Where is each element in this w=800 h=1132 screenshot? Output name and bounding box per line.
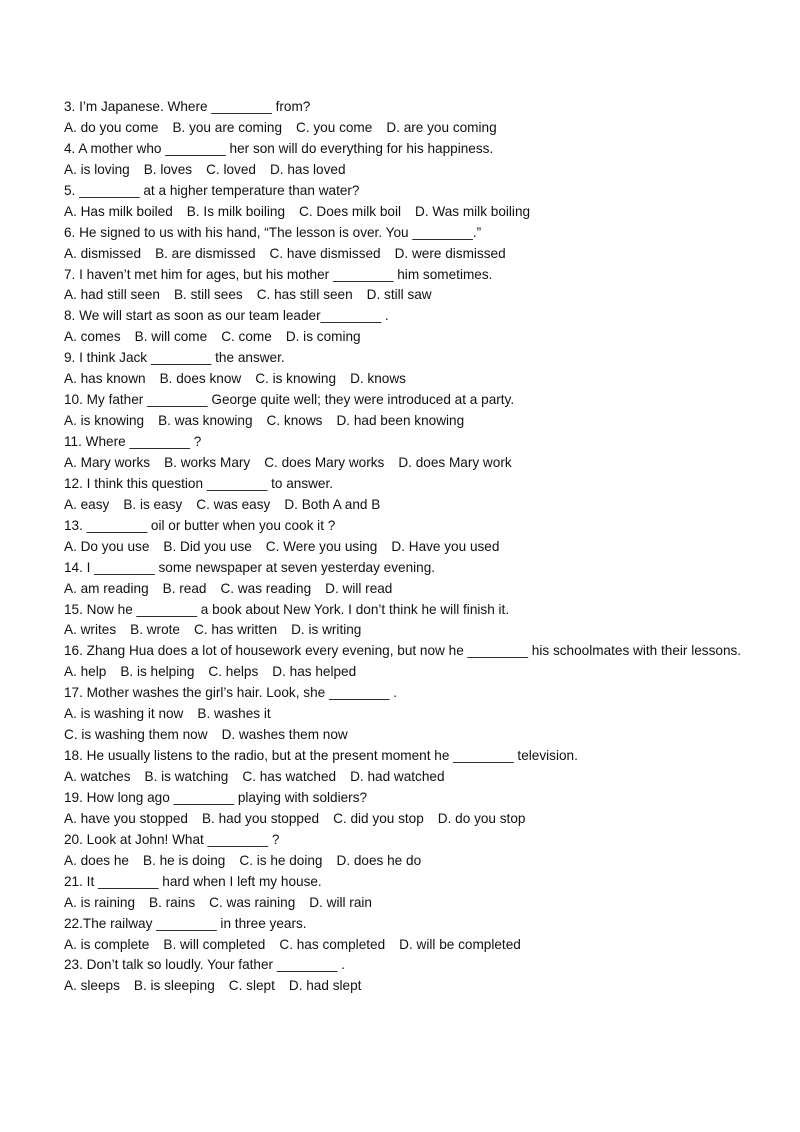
option-20-c: C. is he doing (239, 852, 323, 868)
option-13-d: D. Have you used (391, 538, 500, 554)
options-row-12 (64, 495, 764, 516)
option-4-c: C. loved (206, 161, 256, 177)
question-stem-3: 3. I’m Japanese. Where ________ from? (64, 99, 311, 114)
option-5-d: D. Was milk boiling (415, 203, 531, 219)
option-5-b: B. Is milk boiling (186, 203, 286, 219)
option-8-d: D. is coming (285, 329, 361, 345)
option-22-d: D. will be completed (399, 936, 521, 952)
options-row-19 (64, 809, 764, 830)
option-10-a: A. is knowing (64, 413, 145, 429)
option-15-a: A. writes (64, 622, 117, 638)
option-11-c: C. does Mary works (264, 454, 385, 470)
options-row-18 (64, 767, 764, 788)
option-13-a: A. Do you use (64, 538, 150, 554)
option-3-d: D. are you coming (386, 119, 497, 135)
options-row-10 (64, 411, 764, 432)
options-row-21 (64, 893, 764, 914)
question-stem-14: 14. I ________ some newspaper at seven yesterday evening. (64, 559, 436, 575)
options-row-8 (64, 327, 764, 348)
option-4-a: A. is loving (64, 161, 130, 177)
option-9-b: B. does know (159, 371, 242, 387)
option-5-a: A. Has milk boiled (64, 203, 173, 219)
option-6-a: A. dismissed (64, 245, 142, 261)
option-16-a: A. help (64, 664, 107, 680)
option-13-b: B. Did you use (163, 538, 252, 554)
option-16-c: C. helps (208, 664, 259, 680)
option-7-c: C. has still seen (256, 287, 353, 303)
question-stem-6: 6. He signed to us with his hand, “The lesson is over. You ________.” (64, 224, 482, 240)
option-17-d: D. washes them now (221, 727, 348, 743)
options-row-14 (64, 579, 764, 600)
option-6-b: B. are dismissed (155, 245, 256, 261)
question-stem-9: 9. I think Jack ________ the answer. (64, 350, 285, 366)
option-21-d: D. will rain (309, 894, 372, 910)
option-3-a: A. do you come (64, 119, 159, 135)
options-row-17-2 (64, 725, 764, 746)
option-22-a: A. is complete (64, 936, 150, 952)
options-row-3 (64, 118, 764, 139)
options-row-7 (64, 285, 764, 306)
option-20-a: A. does he (64, 852, 129, 868)
options-row-4 (64, 160, 764, 181)
option-18-d: D. had watched (350, 769, 445, 785)
option-21-b: B. rains (149, 894, 196, 910)
question-stem-16: 16. Zhang Hua does a lot of housework every evening, but now he ________ his schoolmates with their lessons. (64, 643, 742, 659)
option-19-a: A. have you stopped (64, 810, 188, 826)
question-stem-13: 13. ________ oil or butter when you cook it ? (64, 517, 336, 533)
option-17-b: B. washes it (197, 706, 271, 722)
options-row-17-1 (64, 704, 764, 725)
options-row-11 (64, 453, 764, 474)
options-row-23 (64, 976, 764, 997)
option-15-c: C. has written (194, 622, 278, 638)
option-9-c: C. is knowing (255, 371, 337, 387)
option-11-b: B. works Mary (164, 454, 251, 470)
option-12-d: D. Both A and B (284, 496, 381, 512)
option-18-a: A. watches (64, 769, 131, 785)
option-7-a: A. had still seen (64, 287, 160, 303)
options-row-5 (64, 202, 764, 223)
question-stem-22: 22.The railway ________ in three years. (64, 915, 307, 931)
options-row-15 (64, 620, 764, 641)
option-20-b: B. he is doing (143, 852, 226, 868)
option-16-d: D. has helped (272, 664, 357, 680)
option-19-b: B. had you stopped (201, 810, 320, 826)
question-stem-10: 10. My father ________ George quite well; they were introduced at a party. (64, 392, 515, 408)
question-stem-5: 5. ________ at a higher temperature than water? (64, 182, 360, 198)
option-14-c: C. was reading (220, 580, 312, 596)
option-12-b: B. is easy (123, 496, 183, 512)
question-stem-18: 18. He usually listens to the radio, but at the present moment he ________ television. (64, 748, 578, 764)
options-row-6 (64, 244, 764, 265)
option-7-b: B. still sees (173, 287, 243, 303)
options-row-16 (64, 662, 764, 683)
option-4-d: D. has loved (269, 161, 346, 177)
option-14-d: D. will read (325, 580, 393, 596)
option-3-c: C. you come (296, 119, 373, 135)
question-stem-7: 7. I haven’t met him for ages, but his mother ________ him sometimes. (64, 266, 493, 282)
options-row-9 (64, 369, 764, 390)
question-stem-11: 11. Where ________ ? (64, 434, 202, 449)
option-6-d: D. were dismissed (394, 245, 506, 261)
option-21-c: C. was raining (209, 894, 296, 910)
option-8-c: C. come (221, 329, 272, 345)
options-row-22 (64, 935, 764, 956)
option-13-c: C. Were you using (265, 538, 378, 554)
option-6-c: C. have dismissed (269, 245, 381, 261)
options-row-13 (64, 537, 764, 558)
option-19-d: D. do you stop (437, 810, 526, 826)
option-18-c: C. has watched (242, 769, 337, 785)
option-11-a: A. Mary works (64, 454, 151, 470)
option-20-d: D. does he do (336, 852, 422, 868)
option-14-a: A. am reading (64, 580, 149, 596)
option-11-d: D. does Mary work (398, 454, 512, 470)
option-10-d: D. had been knowing (336, 413, 465, 429)
option-23-a: A. sleeps (64, 978, 120, 994)
option-10-b: B. was knowing (158, 413, 253, 429)
option-17-c: C. is washing them now (64, 727, 208, 743)
exercise-page (64, 97, 764, 997)
option-7-d: D. still saw (366, 287, 432, 303)
option-17-a: A. is washing it now (64, 706, 184, 722)
option-9-d: D. knows (350, 371, 406, 387)
option-8-a: A. comes (64, 329, 121, 345)
question-stem-17: 17. Mother washes the girl’s hair. Look, she ________ . (64, 685, 398, 701)
option-16-b: B. is helping (120, 664, 195, 680)
option-8-b: B. will come (134, 329, 208, 345)
option-22-c: C. has completed (279, 936, 386, 952)
question-stem-19: 19. How long ago ________ playing with soldiers? (64, 789, 368, 805)
option-23-c: C. slept (228, 978, 275, 994)
option-14-b: B. read (162, 580, 207, 596)
option-10-c: C. knows (266, 413, 323, 429)
option-4-b: B. loves (143, 161, 193, 177)
options-row-20 (64, 851, 764, 872)
option-19-c: C. did you stop (333, 810, 424, 826)
question-stem-15: 15. Now he ________ a book about New York. I don’t think he will finish it. (64, 601, 510, 617)
option-15-b: B. wrote (130, 622, 180, 638)
option-23-b: B. is sleeping (133, 978, 215, 994)
option-23-d: D. had slept (288, 978, 362, 994)
question-stem-4: 4. A mother who ________ her son will do everything for his happiness. (64, 140, 494, 156)
option-12-c: C. was easy (196, 496, 271, 512)
option-22-b: B. will completed (163, 936, 266, 952)
option-3-b: B. you are coming (172, 119, 283, 135)
question-stem-8: 8. We will start as soon as our team leader________ . (64, 308, 389, 324)
option-21-a: A. is raining (64, 894, 136, 910)
option-9-a: A. has known (64, 371, 146, 387)
question-stem-23: 23. Don’t talk so loudly. Your father ________ . (64, 957, 345, 973)
question-stem-20: 20. Look at John! What ________ ? (64, 831, 280, 847)
option-18-b: B. is watching (144, 769, 229, 785)
option-15-d: D. is writing (291, 622, 362, 638)
option-12-a: A. easy (64, 496, 110, 512)
option-5-c: C. Does milk boil (299, 203, 401, 219)
question-stem-21: 21. It ________ hard when I left my house. (64, 873, 322, 889)
question-stem-12: 12. I think this question ________ to answer. (64, 475, 334, 491)
